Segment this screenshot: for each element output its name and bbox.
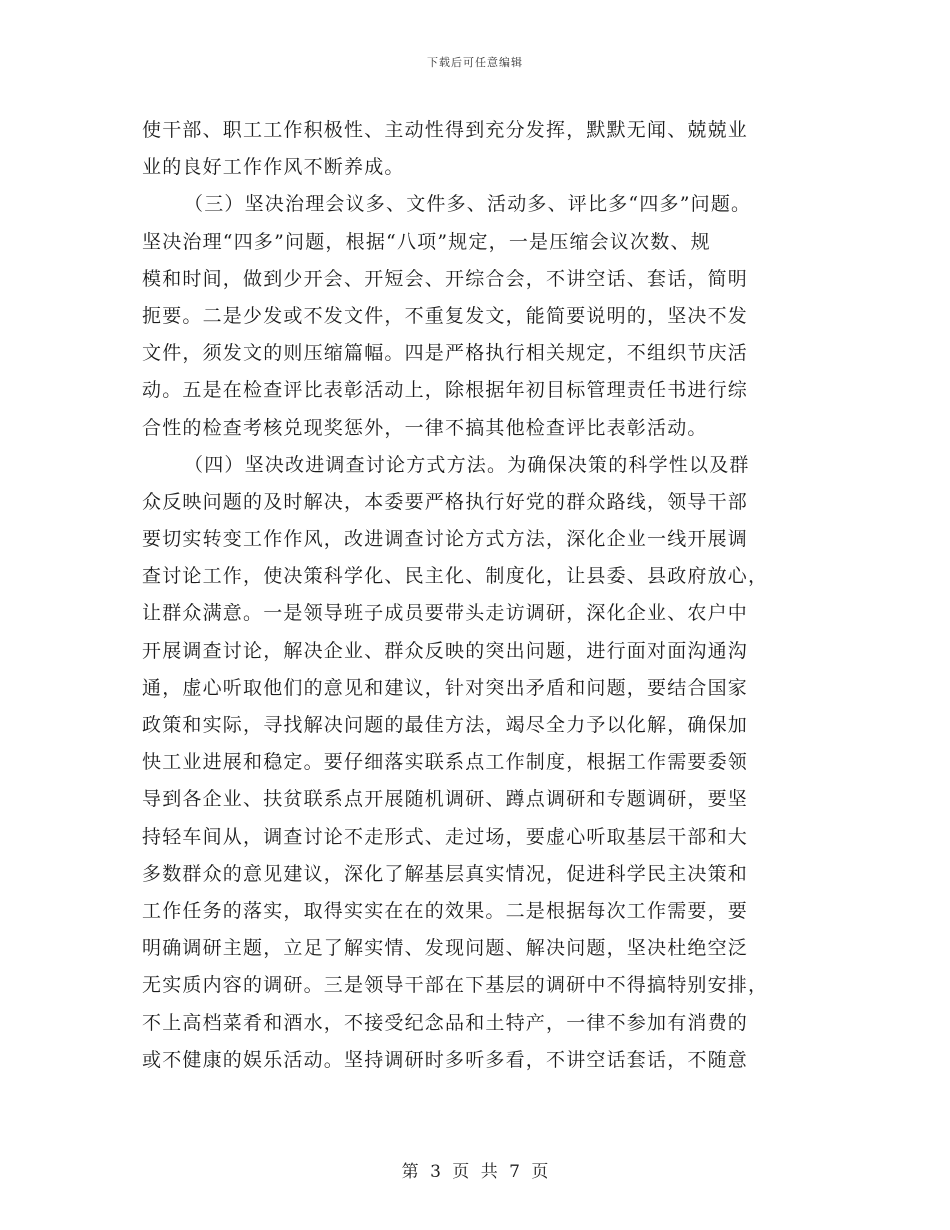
page-header: 下载后可任意编辑 [427, 56, 523, 69]
text-line: 或不健康的娱乐活动。坚持调研时多听多看，不讲空话套话，不随意 [142, 1048, 749, 1071]
text-line: 扼要。二是少发或不发文件，不重复发文，能简要说明的，坚决不发 [142, 304, 749, 327]
text-line: 动。五是在检查评比表彰活动上，除根据年初目标管理责任书进行综 [142, 379, 749, 402]
text-line: 开展调查讨论，解决企业、群众反映的突出问题，进行面对面沟通沟 [142, 639, 749, 662]
section-heading: （三）坚决治理会议多、文件多、活动多、评比多“四多”问题。 [184, 193, 752, 216]
text-line: 查讨论工作，使决策科学化、民主化、制度化，让县委、县政府放心， [142, 565, 769, 588]
text-line: 业的良好工作作风不断养成。 [142, 156, 405, 179]
text-line: 通，虚心听取他们的意见和建议，针对突出矛盾和问题，要结合国家 [142, 676, 749, 699]
text-line: 持轻车间从，调查讨论不走形式、走过场，要虚心听取基层干部和大 [142, 825, 749, 848]
text-line: 模和时间，做到少开会、开短会、开综合会，不讲空话、套话，简明 [142, 267, 749, 290]
text-line: 坚决治理“四多”问题，根据“八项”规定，一是压缩会议次数、规 [142, 230, 711, 253]
text-line: 多数群众的意见建议，深化了解基层真实情况，促进科学民主决策和 [142, 862, 749, 885]
text-line: 让群众满意。一是领导班子成员要带头走访调研，深化企业、农户中 [142, 602, 749, 625]
text-line: 快工业进展和稳定。要仔细落实联系点工作制度，根据工作需要委领 [142, 751, 749, 774]
text-line: 无实质内容的调研。三是领导干部在下基层的调研中不得搞特别安排， [142, 974, 769, 997]
text-line: 合性的检查考核兑现奖惩外，一律不搞其他检查评比表彰活动。 [142, 416, 708, 439]
text-line: 文件，须发文的则压缩篇幅。四是严格执行相关规定，不组织节庆活 [142, 342, 749, 365]
text-line: 工作任务的落实，取得实实在在的效果。二是根据每次工作需要，要 [142, 899, 749, 922]
text-line: 导到各企业、扶贫联系点开展随机调研、蹲点调研和专题调研，要坚 [142, 788, 749, 811]
text-line: 政策和实际，寻找解决问题的最佳方法，竭尽全力予以化解，确保加 [142, 714, 749, 736]
text-line: 不上高档菜肴和酒水，不接受纪念品和土特产，一律不参加有消费的 [142, 1011, 749, 1034]
text-line: 要切实转变工作作风，改进调查讨论方式方法，深化企业一线开展调 [142, 528, 749, 551]
section-heading: （四）坚决改进调查讨论方式方法。为确保决策的科学性以及群 [184, 453, 750, 476]
text-line: 众反映问题的及时解决，本委要严格执行好党的群众路线，领导干部 [142, 490, 749, 513]
document-body [142, 112, 802, 1079]
text-line: 明确调研主题，立足了解实情、发现问题、解决问题，坚决杜绝空泛 [142, 937, 749, 960]
text-line: 使干部、职工工作积极性、主动性得到充分发挥，默默无闻、兢兢业 [142, 119, 749, 141]
page-number: 第 3 页 共 7 页 [401, 1162, 549, 1182]
